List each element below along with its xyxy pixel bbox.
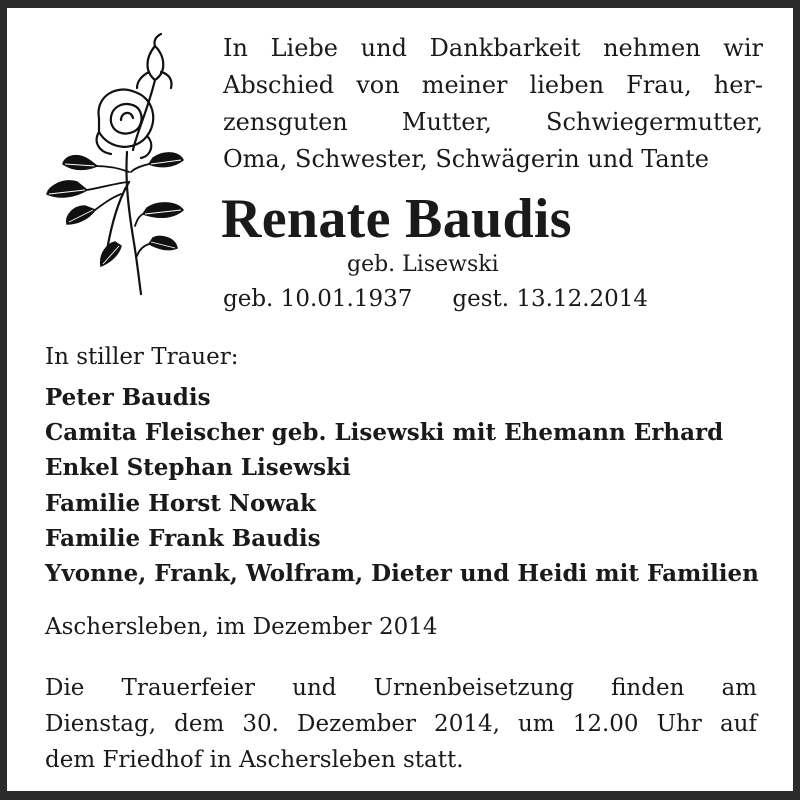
service-line: Dienstag, dem 30. Dezember 2014, um 12.00 Uhr auf: [45, 711, 757, 737]
service-info: [45, 670, 757, 778]
birth-date: geb. 10.01.1937: [223, 286, 413, 312]
intro-text: [223, 30, 763, 178]
death-date: gest. 13.12.2014: [452, 286, 649, 312]
intro-line: Abschied von meiner lieben Frau, her-: [223, 71, 763, 99]
service-line: dem Friedhof in Aschersleben statt.: [45, 747, 464, 773]
mourner: Camita Fleischer geb. Lisewski mit Ehemann Erhard: [45, 419, 724, 447]
service-line: Die Trauerfeier und Urnenbeisetzung finden am: [45, 675, 757, 701]
mourners-list: [45, 380, 759, 591]
deceased-name: Renate Baudis: [221, 188, 572, 250]
rose-icon: [37, 32, 207, 300]
mourner: Familie Horst Nowak: [45, 489, 316, 517]
mourner: Familie Frank Baudis: [45, 524, 321, 552]
obituary-card: [7, 8, 793, 791]
intro-line: Oma, Schwester, Schwägerin und Tante: [223, 145, 709, 173]
mourner: Enkel Stephan Lisewski: [45, 454, 351, 482]
maiden-name: geb. Lisewski: [347, 252, 499, 277]
mourner: Yvonne, Frank, Wolfram, Dieter und Heidi mit Familien: [45, 560, 759, 588]
place-date: Aschersleben, im Dezember 2014: [45, 614, 438, 640]
intro-line: zensguten Mutter, Schwiegermutter,: [223, 108, 763, 136]
life-dates: [223, 286, 648, 312]
intro-line: In Liebe und Dankbarkeit nehmen wir: [223, 34, 763, 62]
mourning-label: In stiller Trauer:: [45, 344, 239, 370]
mourner: Peter Baudis: [45, 384, 211, 411]
